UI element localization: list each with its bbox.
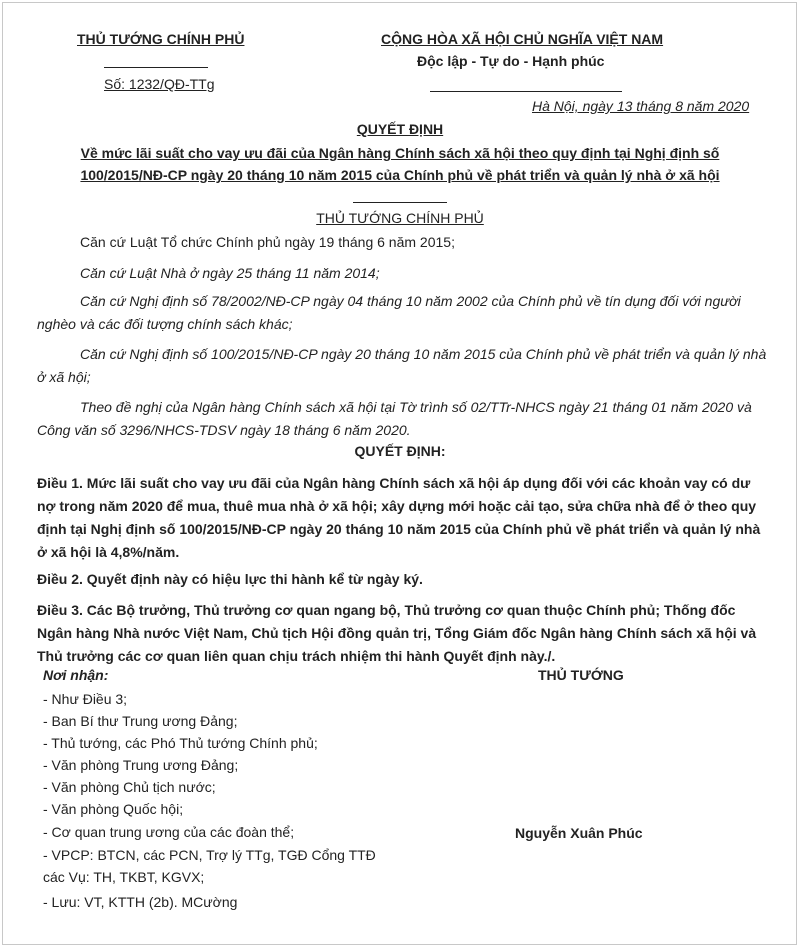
- issuer-heading: THỦ TƯỚNG CHÍNH PHỦ: [316, 210, 484, 226]
- place-date: Hà Nội, ngày 13 tháng 8 năm 2020: [532, 98, 750, 114]
- basis-paragraph: Căn cứ Luật Nhà ở ngày 25 tháng 11 năm 2014;: [80, 265, 380, 281]
- recipient-item: - Văn phòng Chủ tịch nước;: [43, 779, 216, 795]
- subject-line-1: Về mức lãi suất cho vay ưu đãi của Ngân hàng Chính sách xã hội theo quy định tại Nghị định số: [80, 145, 720, 161]
- decision-heading: QUYẾT ĐỊNH:: [354, 443, 446, 459]
- article-2: Điều 2. Quyết định này có hiệu lực thi hành kể từ ngày ký.: [37, 571, 423, 587]
- recipient-item: - Thủ tướng, các Phó Thủ tướng Chính phủ;: [43, 735, 318, 751]
- basis-paragraph: Căn cứ Nghị định số 78/2002/NĐ-CP ngày 04 tháng 10 năm 2002 của Chính phủ về tín dụng đối với người nghèo và các đối tượng chính sách khác;: [37, 293, 741, 332]
- recipient-item: - Lưu: VT, KTTH (2b). MCường: [43, 894, 238, 910]
- agency-name: THỦ TƯỚNG CHÍNH PHỦ: [77, 31, 245, 47]
- recipient-item: - Ban Bí thư Trung ương Đảng;: [43, 713, 238, 729]
- motto-underline: [430, 91, 622, 92]
- document-type: QUYẾT ĐỊNH: [356, 121, 444, 137]
- subject-line-2: 100/2015/NĐ-CP ngày 20 tháng 10 năm 2015 của Chính phủ về phát triển và quản lý nhà ở xã hội: [80, 167, 720, 183]
- recipient-item: - Như Điều 3;: [43, 691, 128, 707]
- signer-name: Nguyễn Xuân Phúc: [515, 825, 643, 841]
- recipient-item: - VPCP: BTCN, các PCN, Trợ lý TTg, TGĐ Cổng TTĐ: [43, 847, 376, 863]
- agency-underline: [104, 67, 208, 68]
- recipients-heading: Nơi nhận:: [43, 667, 109, 683]
- recipient-item: - Văn phòng Trung ương Đảng;: [43, 757, 239, 773]
- signer-title: THỦ TƯỚNG: [538, 667, 624, 683]
- recipient-item: - Cơ quan trung ương của các đoàn thể;: [43, 824, 295, 840]
- national-motto: Độc lập - Tự do - Hạnh phúc: [417, 53, 605, 69]
- title-separator: [353, 202, 447, 203]
- basis-paragraph: Căn cứ Nghị định số 100/2015/NĐ-CP ngày 20 tháng 10 năm 2015 của Chính phủ về phát triển và quản lý nhà ở xã hội;: [37, 346, 767, 385]
- basis-paragraph: Theo đề nghị của Ngân hàng Chính sách xã hội tại Tờ trình số 02/TTr-NHCS ngày 21 tháng 01 năm 2020 và Công văn số 3296/NHCS-TDSV ngày 18 tháng 6 năm 2020.: [37, 399, 752, 438]
- article-1: Điều 1. Mức lãi suất cho vay ưu đãi của Ngân hàng Chính sách xã hội áp dụng đối với các khoản vay có dư nợ trong năm 2020 để mua, thuê mua nhà ở xã hội; xây dựng mới hoặc cải tạo, sửa chữa nhà để ở theo quy định tại Nghị định số 100/2015/NĐ-CP ngày 20 tháng 10 năm 2015 của Chính phủ về phát triển và quản lý nhà ở xã hội là 4,8%/năm.: [37, 475, 761, 560]
- basis-paragraph: Căn cứ Luật Tổ chức Chính phủ ngày 19 tháng 6 năm 2015;: [80, 234, 455, 250]
- nation-name: CỘNG HÒA XÃ HỘI CHỦ NGHĨA VIỆT NAM: [381, 31, 664, 47]
- recipient-item: các Vụ: TH, TKBT, KGVX;: [43, 869, 205, 885]
- article-3: Điều 3. Các Bộ trưởng, Thủ trưởng cơ quan ngang bộ, Thủ trưởng cơ quan thuộc Chính phủ; Thống đốc Ngân hàng Nhà nước Việt Nam, Chủ tịch Hội đồng quản trị, Tổng Giám đốc Ngân hàng Chính sách xã hội và Thủ trưởng các cơ quan liên quan chịu trách nhiệm thi hành Quyết định này./.: [37, 602, 757, 664]
- recipient-item: - Văn phòng Quốc hội;: [43, 801, 184, 817]
- document-number: Số: 1232/QĐ-TTg: [104, 76, 215, 92]
